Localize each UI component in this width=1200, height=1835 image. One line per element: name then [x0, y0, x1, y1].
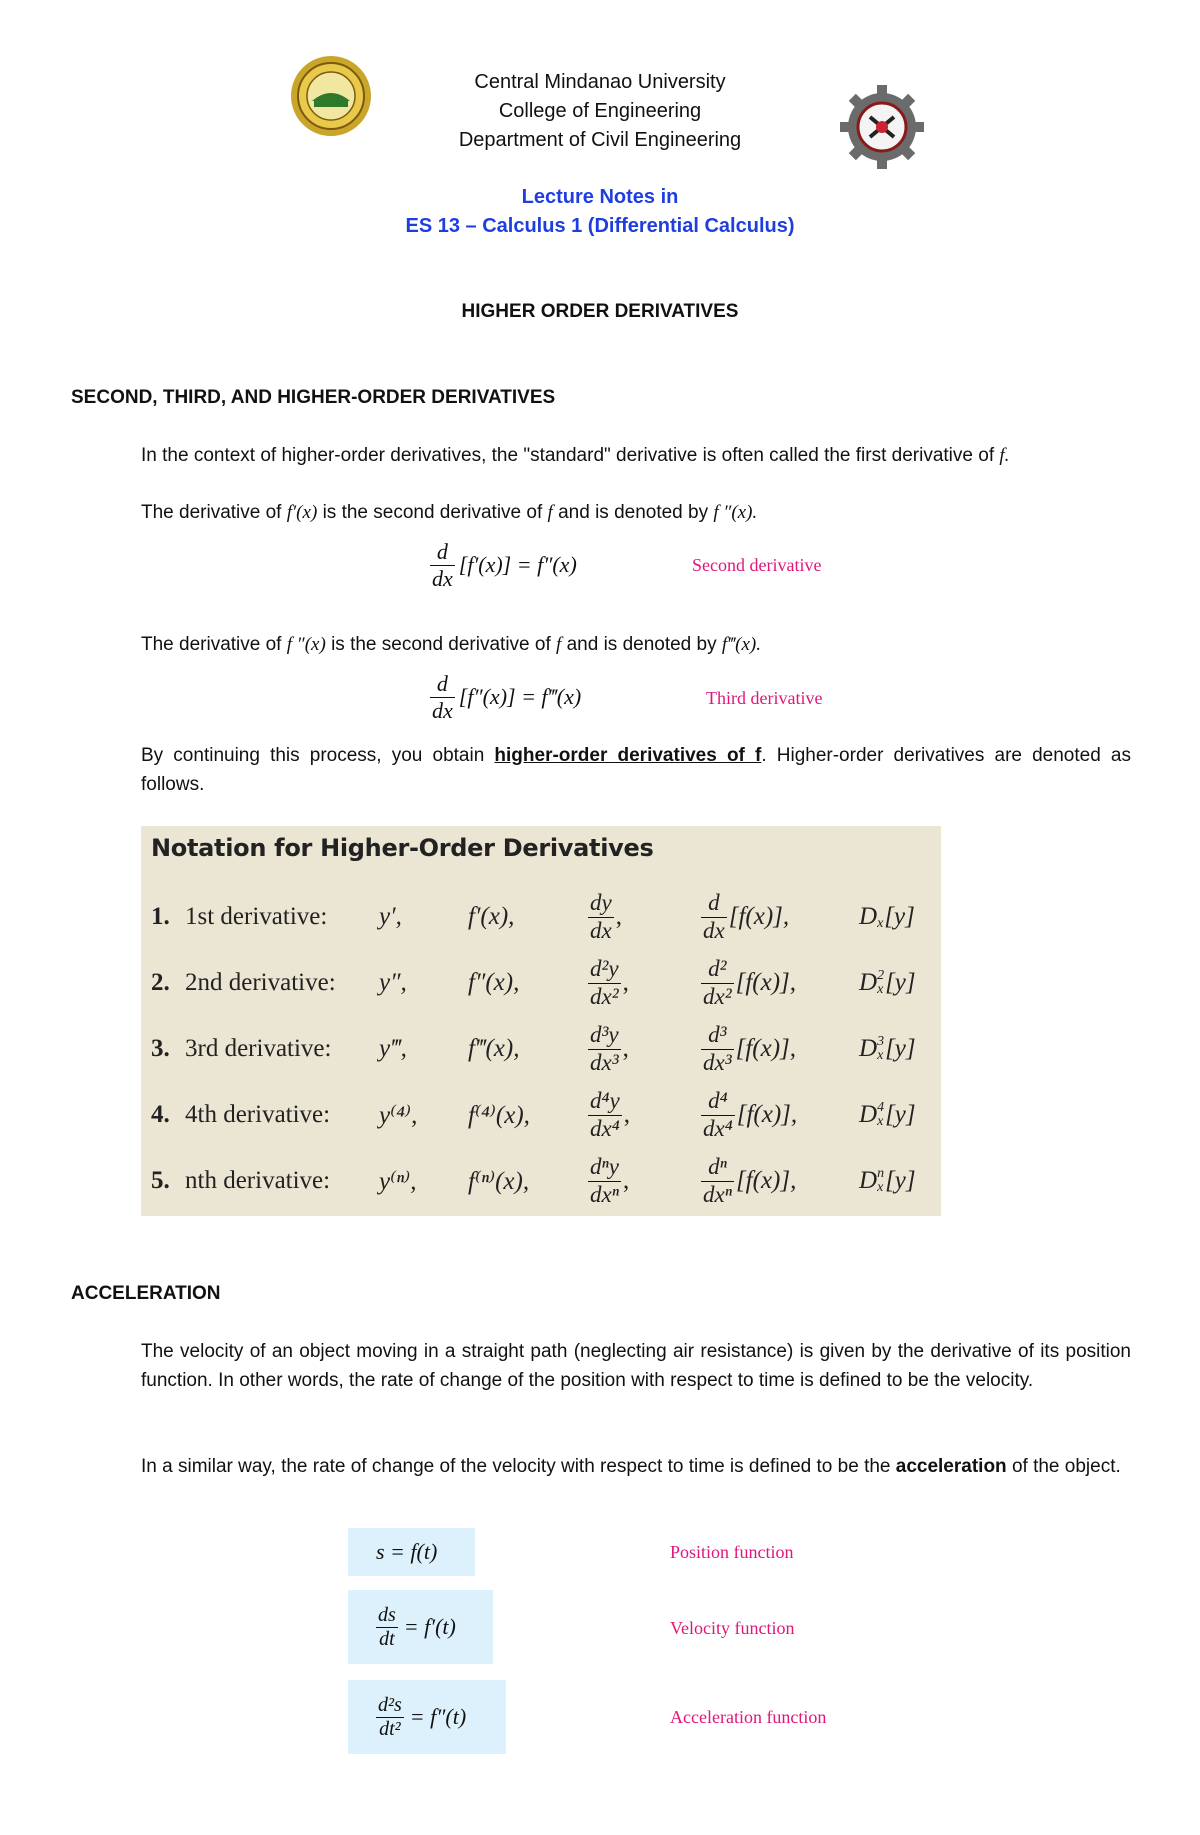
d-operator-notation [859, 950, 916, 1016]
label-position: Position function [670, 1542, 794, 1562]
d-sup: 4 [877, 1100, 885, 1115]
operator-notation [701, 1148, 796, 1214]
leibniz-notation: $\frac{\text{d²y}}{\text{dx²}}$ , [590, 956, 629, 1009]
d-sub: x [877, 1114, 884, 1129]
p2-expr-1: f′(x) [286, 502, 318, 523]
leibniz-notation: $\frac{\text{dⁿy}}{\text{dxⁿ}}$ , [590, 1154, 630, 1207]
paragraph-second-derivative [141, 498, 1131, 527]
p2-acc-text-a: In a similar way, the rate of change of the velocity with respect to time is defined to be the [141, 1456, 891, 1477]
d-symbol: D [859, 903, 878, 930]
operator-num: d⁴ [701, 1089, 735, 1115]
acceleration-num: d²s [378, 1693, 402, 1716]
section-heading-acceleration: ACCELERATION [71, 1283, 221, 1304]
function-notation: f⁽ⁿ⁾(x), [468, 1168, 530, 1195]
p1-text: In the context of higher-order derivatives, the "standard" derivative is often called the first derivative of [141, 445, 995, 466]
leibniz-num: d³y [588, 1023, 621, 1049]
equation-acceleration [348, 1680, 506, 1754]
operator-den: dxⁿ [703, 1181, 732, 1207]
leibniz-notation: $\frac{\text{d⁴y}}{\text{dx⁴}}$ , [590, 1088, 630, 1141]
paragraph-higher-order [141, 741, 1131, 799]
p2-expr-2: f ″(x). [713, 502, 758, 523]
acceleration-den: dt² [379, 1717, 401, 1740]
row-label: 2nd derivative: [185, 969, 336, 996]
prime-notation: y‴, [379, 1035, 407, 1062]
label-second-derivative: Second derivative [692, 555, 822, 575]
operator-arg: [f(x)], [736, 1101, 798, 1128]
d-arg: [y] [884, 903, 915, 930]
function-notation: f‴(x), [468, 1035, 520, 1062]
function-notation: f″(x), [468, 969, 520, 996]
row-number: 4. [151, 1101, 170, 1128]
d-operator-notation [859, 1082, 916, 1148]
d-symbol: D [859, 1035, 878, 1062]
department-name: Department of Civil Engineering [458, 129, 742, 151]
p2-text-c: and is denoted by [558, 502, 709, 523]
acceleration-rhs: = f″(t) [409, 1704, 467, 1729]
section-heading-higher-order: SECOND, THIRD, AND HIGHER-ORDER DERIVATIVES [71, 387, 556, 408]
leibniz-notation: $\frac{dy}{dx}$ , [590, 890, 622, 943]
notation-table-title: Notation for Higher-Order Derivatives [151, 834, 654, 862]
operator-den: dx² [703, 983, 732, 1009]
function-notation: f′(x), [468, 903, 515, 930]
equation-third-derivative: $\frac{d}{dx}$ [f″(x)] = f‴(x) [432, 671, 582, 723]
p3-text-a: The derivative of [141, 634, 282, 655]
operator-arg: [f(x)], [735, 969, 797, 996]
notation-row [141, 950, 941, 1016]
notation-row [141, 884, 941, 950]
p1-variable: f. [999, 445, 1010, 466]
operator-arg: [f(x)], [728, 903, 790, 930]
row-number: 2. [151, 969, 170, 996]
label-velocity: Velocity function [670, 1618, 795, 1638]
paragraph-velocity: The velocity of an object moving in a straight path (neglecting air resistance) is given by the derivative of its position function. In other words, the rate of change of the position with respect to time is defined to be the velocity. [141, 1341, 1131, 1391]
row-number: 3. [151, 1035, 170, 1062]
label-third-derivative: Third derivative [706, 688, 823, 708]
operator-arg: [f(x)], [735, 1035, 797, 1062]
equation-second-derivative: $\frac{d}{dx}$ [f′(x)] = f″(x) [432, 539, 577, 591]
d-arg: [y] [885, 1167, 916, 1194]
p3-var: f [556, 634, 562, 655]
paragraph-third-derivative [141, 630, 1131, 659]
d-arg: [y] [885, 1035, 916, 1062]
velocity-den: dt [379, 1627, 395, 1650]
operator-notation [701, 950, 796, 1016]
leibniz-den: dx² [590, 983, 619, 1009]
d-sup: 2 [877, 968, 885, 983]
notation-row [141, 1082, 941, 1148]
d-operator-notation [859, 884, 915, 950]
d-sub: x [877, 982, 884, 997]
d-operator-notation [859, 1148, 916, 1214]
equation-position [348, 1528, 475, 1576]
p2-var: f [547, 502, 553, 523]
operator-num: d [701, 891, 727, 917]
d-sup [877, 903, 883, 917]
row-number: 1. [151, 903, 170, 930]
notation-row [141, 1148, 941, 1214]
d-sub: x [877, 1180, 884, 1195]
d-symbol: D [859, 1167, 878, 1194]
p3-expr-2: f‴(x). [721, 634, 761, 655]
d-sup: n [877, 1166, 885, 1181]
course-title: ES 13 – Calculus 1 (Differential Calculus) [405, 215, 795, 237]
p2-text-a: The derivative of [141, 502, 282, 523]
d-arg: [y] [885, 969, 916, 996]
leibniz-num: dy [588, 891, 614, 917]
p3-expr-1: f ″(x) [286, 634, 326, 655]
paragraph-acceleration [141, 1452, 1131, 1481]
prime-notation: y′, [379, 903, 402, 930]
label-acceleration: Acceleration function [670, 1707, 827, 1727]
engineering-gear-logo [840, 85, 924, 169]
college-name: College of Engineering [498, 100, 702, 122]
paragraph-first-derivative [141, 441, 1131, 470]
d-symbol: D [859, 969, 878, 996]
row-label: 3rd derivative: [185, 1035, 332, 1062]
operator-den: dx⁴ [703, 1115, 733, 1141]
prime-notation: y⁽ⁿ⁾, [379, 1168, 417, 1195]
leibniz-den: dx [590, 917, 612, 943]
leibniz-notation: $\frac{\text{d³y}}{\text{dx³}}$ , [590, 1022, 629, 1075]
operator-den: dx [703, 917, 725, 943]
p3-text-b: is the second derivative of [331, 634, 551, 655]
cmu-seal-logo [290, 55, 372, 137]
notation-row [141, 1016, 941, 1082]
velocity-num: ds [378, 1603, 396, 1626]
leibniz-num: d²y [588, 957, 621, 983]
lecture-notes-label: Lecture Notes in [521, 186, 679, 208]
d-sup: 3 [877, 1034, 885, 1049]
row-label: 4th derivative: [185, 1101, 331, 1128]
leibniz-den: dx³ [590, 1049, 619, 1075]
p4-text-b: . Higher-order derivatives are denoted as follows. [141, 745, 1131, 795]
leibniz-den: dxⁿ [590, 1181, 619, 1207]
p4-text-a: By continuing this process, you obtain [141, 745, 485, 766]
document-title: HIGHER ORDER DERIVATIVES [461, 301, 739, 322]
operator-num: d² [701, 957, 734, 983]
prime-notation: y⁽⁴⁾, [379, 1102, 418, 1129]
university-name: Central Mindanao University [474, 71, 726, 93]
equation-velocity [348, 1590, 493, 1664]
operator-notation [701, 1016, 796, 1082]
d-sub: x [877, 916, 884, 931]
acceleration-term: acceleration [895, 1456, 1007, 1477]
operator-arg: [f(x)], [735, 1167, 797, 1194]
operator-num: dⁿ [701, 1155, 734, 1181]
operator-num: d³ [701, 1023, 734, 1049]
row-number: 5. [151, 1167, 170, 1194]
p2-text-b: is the second derivative of [322, 502, 543, 523]
p3-text-c: and is denoted by [566, 634, 717, 655]
higher-order-derivatives-term: higher-order derivatives of f [494, 745, 762, 766]
row-label: 1st derivative: [185, 903, 328, 930]
leibniz-num: d⁴y [588, 1089, 622, 1115]
operator-den: dx³ [703, 1049, 732, 1075]
leibniz-den: dx⁴ [590, 1115, 620, 1141]
d-arg: [y] [885, 1101, 916, 1128]
notation-table [141, 826, 941, 1216]
operator-notation [701, 1082, 797, 1148]
velocity-rhs: = f′(t) [403, 1614, 456, 1639]
leibniz-num: dⁿy [588, 1155, 621, 1181]
d-sub: x [877, 1048, 884, 1063]
d-operator-notation [859, 1016, 916, 1082]
operator-notation [701, 884, 789, 950]
function-notation: f⁽⁴⁾(x), [468, 1102, 530, 1129]
position-expr: s = f(t) [376, 1539, 438, 1564]
p2-acc-text-b: of the object. [1011, 1456, 1121, 1477]
prime-notation: y″, [379, 969, 407, 996]
row-label: nth derivative: [185, 1167, 331, 1194]
d-symbol: D [859, 1101, 878, 1128]
